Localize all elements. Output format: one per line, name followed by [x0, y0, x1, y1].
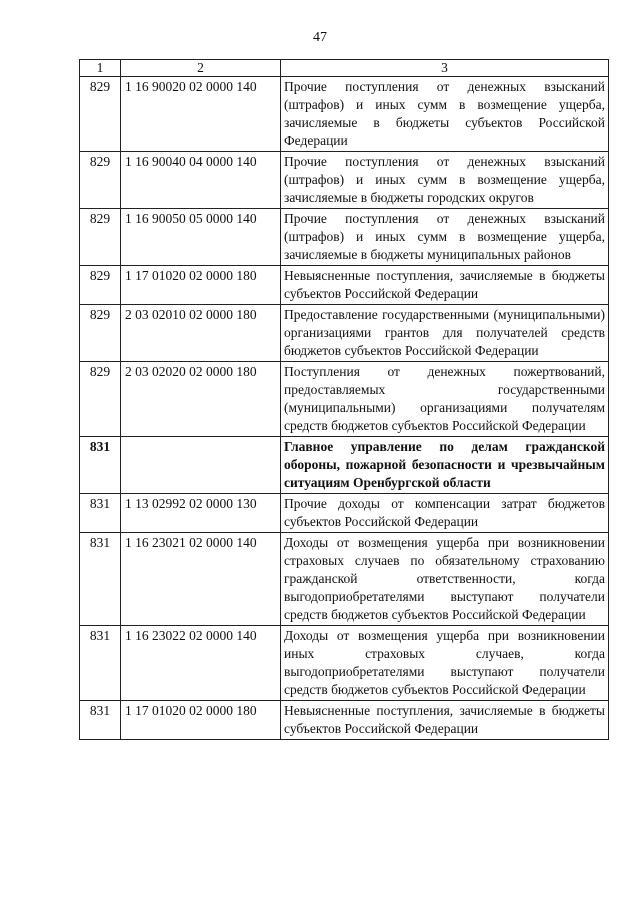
admin-code-cell: 829: [80, 305, 121, 362]
budget-code-cell: 1 16 90040 04 0000 140: [121, 152, 281, 209]
budget-code-cell: 1 16 90050 05 0000 140: [121, 209, 281, 266]
table-row: [80, 266, 609, 305]
description-cell: Прочие доходы от компенсации затрат бюджетов субъектов Российской Федерации: [281, 494, 609, 533]
admin-code-cell: 831: [80, 626, 121, 701]
admin-code-cell: 831: [80, 437, 121, 494]
description-cell: Предоставление государственными (муниципальными) организациями грантов для получателей средств бюджетов субъектов Российской Федерации: [281, 305, 609, 362]
table-row: [80, 152, 609, 209]
table-row: [80, 533, 609, 626]
table-row: [80, 209, 609, 266]
description-cell: Прочие поступления от денежных взысканий (штрафов) и иных сумм в возмещение ущерба, зачисляемые в бюджеты муниципальных районов: [281, 209, 609, 266]
header-col-1: 1: [80, 60, 121, 77]
admin-code-cell: 829: [80, 266, 121, 305]
header-col-3: 3: [281, 60, 609, 77]
admin-code-cell: 829: [80, 77, 121, 152]
admin-code-cell: 831: [80, 701, 121, 740]
description-cell: Поступления от денежных пожертвований, предоставляемых государственными (муниципальными) организациями получателям средств бюджетов субъектов Российской Федерации: [281, 362, 609, 437]
budget-code-cell: [121, 437, 281, 494]
table-row: [80, 494, 609, 533]
admin-code-cell: 831: [80, 494, 121, 533]
admin-code-cell: 831: [80, 533, 121, 626]
header-row: [80, 60, 609, 77]
description-cell: Невыясненные поступления, зачисляемые в бюджеты субъектов Российской Федерации: [281, 266, 609, 305]
admin-code-cell: 829: [80, 209, 121, 266]
table-row: [80, 305, 609, 362]
table-row: [80, 77, 609, 152]
admin-code-cell: 829: [80, 152, 121, 209]
description-cell: Невыясненные поступления, зачисляемые в бюджеты субъектов Российской Федерации: [281, 701, 609, 740]
budget-code-cell: 1 16 23021 02 0000 140: [121, 533, 281, 626]
admin-code-cell: 829: [80, 362, 121, 437]
budget-code-cell: 1 17 01020 02 0000 180: [121, 266, 281, 305]
description-cell: Главное управление по делам гражданской обороны, пожарной безопасности и чрезвычайным ситуациям Оренбургской области: [281, 437, 609, 494]
budget-codes-table: [79, 59, 609, 740]
header-col-2: 2: [121, 60, 281, 77]
budget-code-cell: 1 16 90020 02 0000 140: [121, 77, 281, 152]
page-number: 47: [313, 30, 327, 45]
budget-code-cell: 1 17 01020 02 0000 180: [121, 701, 281, 740]
budget-code-cell: 2 03 02020 02 0000 180: [121, 362, 281, 437]
description-cell: Доходы от возмещения ущерба при возникновении иных страховых случаев, когда выгодоприобретателями выступают получатели средств бюджетов субъектов Российской Федерации: [281, 626, 609, 701]
budget-code-cell: 2 03 02010 02 0000 180: [121, 305, 281, 362]
table-row: [80, 362, 609, 437]
table-row: [80, 626, 609, 701]
description-cell: Прочие поступления от денежных взысканий (штрафов) и иных сумм в возмещение ущерба, зачисляемые в бюджеты субъектов Российской Федерации: [281, 77, 609, 152]
table-row: [80, 437, 609, 494]
table-body: [80, 77, 609, 740]
budget-code-cell: 1 16 23022 02 0000 140: [121, 626, 281, 701]
description-cell: Доходы от возмещения ущерба при возникновении страховых случаев по обязательному страхованию гражданской ответственности, когда выгодоприобретателями выступают получатели средств бюджетов субъектов Российской Федерации: [281, 533, 609, 626]
description-cell: Прочие поступления от денежных взысканий (штрафов) и иных сумм в возмещение ущерба, зачисляемые в бюджеты городских округов: [281, 152, 609, 209]
budget-code-cell: 1 13 02992 02 0000 130: [121, 494, 281, 533]
table-row: [80, 701, 609, 740]
